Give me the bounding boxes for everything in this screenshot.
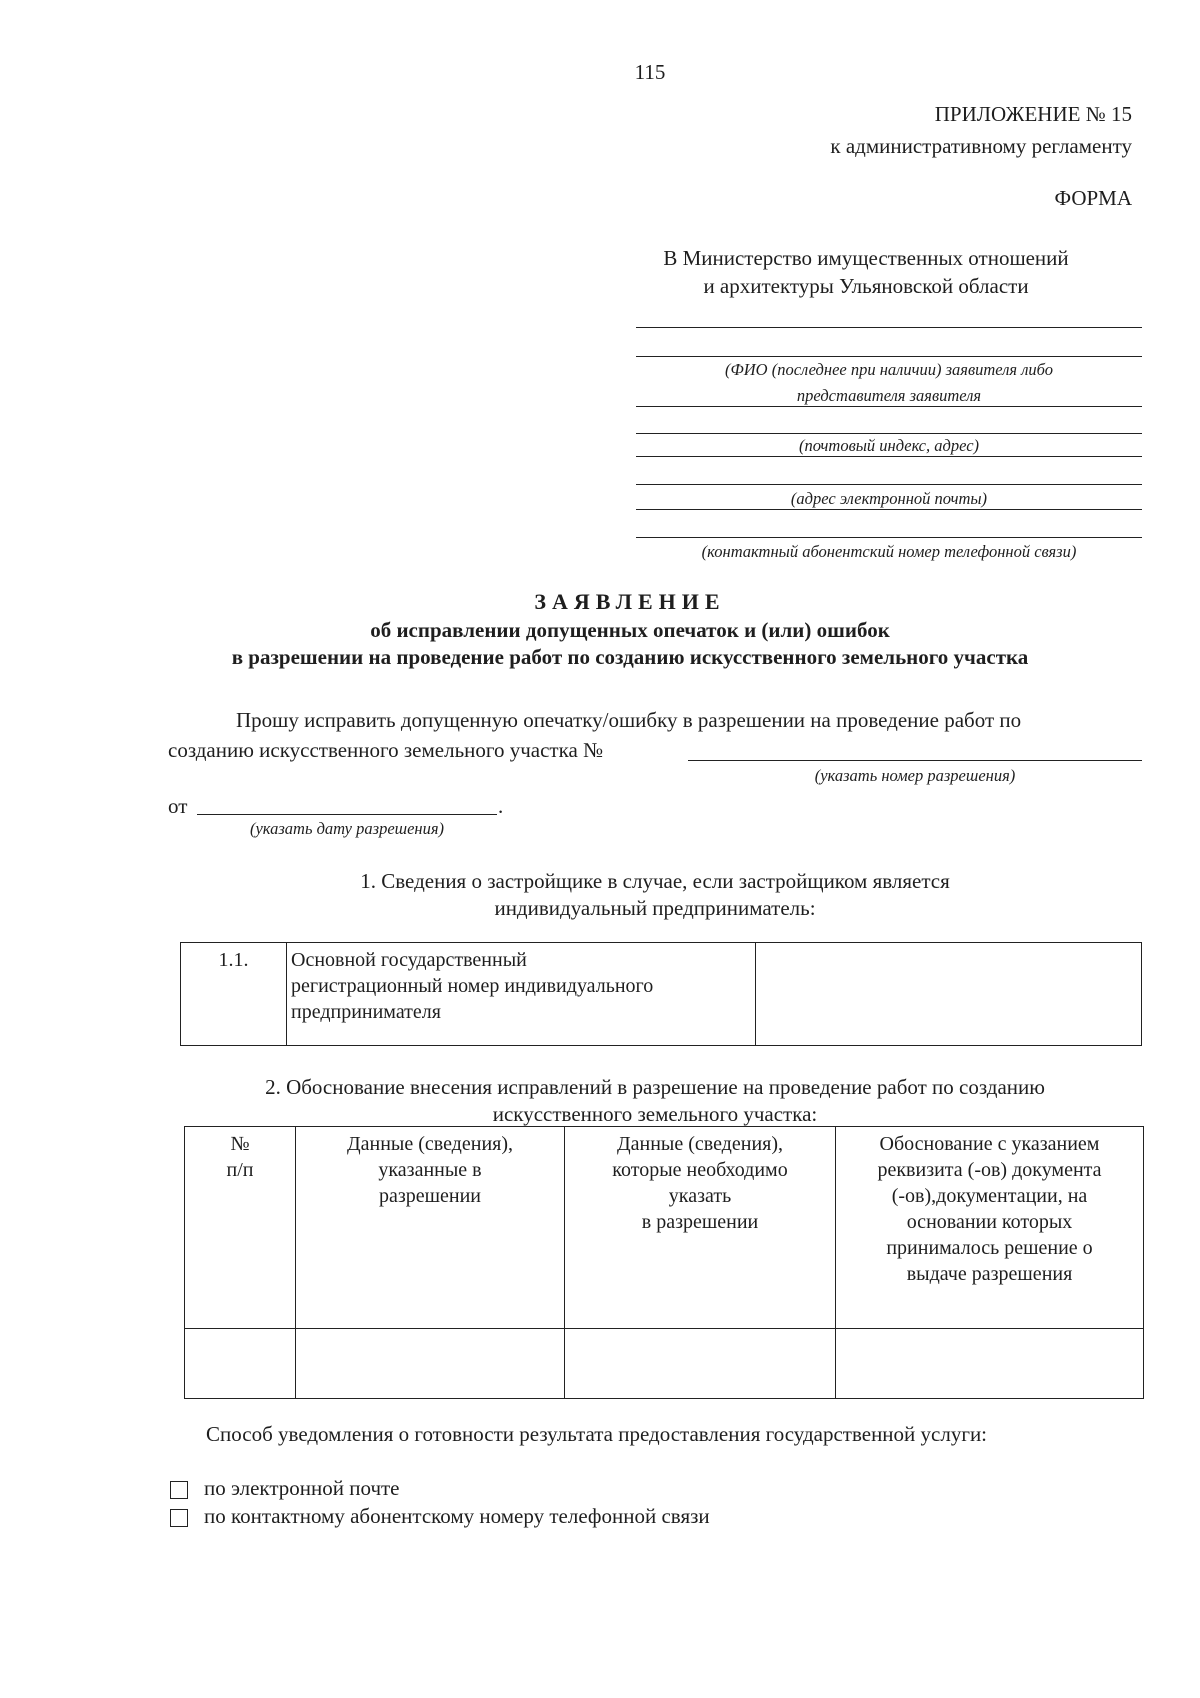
col4-line-6: выдаче разрешения bbox=[906, 1263, 1073, 1285]
col2-line-1: Данные (сведения), bbox=[346, 1133, 514, 1155]
row-label bbox=[287, 943, 756, 1046]
section1-heading-line-2: индивидуальный предприниматель: bbox=[494, 896, 816, 921]
col1-line-2: п/п bbox=[226, 1159, 254, 1181]
section2-heading-line-2: искусственного земельного участка: bbox=[492, 1102, 818, 1127]
permit-date-caption: (указать дату разрешения) bbox=[249, 819, 445, 838]
annex-title: ПРИЛОЖЕНИЕ № 15 bbox=[934, 102, 1132, 126]
document-title: ЗАЯВЛЕНИЕ bbox=[534, 589, 726, 614]
col4-line-5: принималось решение о bbox=[886, 1237, 1093, 1259]
fio-caption-2: представителя заявителя bbox=[796, 386, 982, 405]
email-line-2[interactable] bbox=[636, 509, 1142, 510]
row-label-line-2: регистрационный номер индивидуального bbox=[291, 975, 654, 997]
postal-caption: (почтовый индекс, адрес) bbox=[798, 436, 980, 455]
permit-number-caption: (указать номер разрешения) bbox=[814, 766, 1016, 785]
addressee-line-2: и архитектуры Ульяновской области bbox=[703, 274, 1029, 299]
table-row bbox=[185, 1329, 1144, 1399]
addressee-line-1: В Министерство имущественных отношений bbox=[663, 246, 1069, 270]
page-number: 115 bbox=[634, 60, 666, 84]
col-header-correct-data bbox=[565, 1127, 836, 1329]
email-caption: (адрес электронной почты) bbox=[790, 489, 988, 508]
col3-line-4: в разрешении bbox=[641, 1211, 759, 1233]
col1-line-1: № bbox=[230, 1133, 250, 1155]
col3-line-3: указать bbox=[668, 1185, 732, 1207]
addressee-block bbox=[600, 244, 1132, 301]
applicant-line-2[interactable] bbox=[636, 356, 1142, 357]
developer-table bbox=[180, 942, 1142, 1046]
notification-heading: Способ уведомления о готовности результата предоставления государственной услуги: bbox=[206, 1422, 988, 1446]
section2-heading-line-1: 2. Обоснование внесения исправлений в разрешение на проведение работ по созданию bbox=[265, 1075, 1045, 1099]
phone-option-checkbox[interactable] bbox=[170, 1509, 188, 1527]
col3-line-2: которые необходимо bbox=[612, 1159, 788, 1181]
table-header-row bbox=[185, 1127, 1144, 1329]
col4-line-2: реквизита (-ов) документа bbox=[877, 1159, 1102, 1181]
empty-cell-correct-data[interactable] bbox=[565, 1329, 836, 1399]
permit-number-field[interactable] bbox=[688, 760, 1142, 761]
section1-heading bbox=[168, 868, 1142, 923]
email-line-1[interactable] bbox=[636, 484, 1142, 485]
postal-line-1[interactable] bbox=[636, 433, 1142, 434]
request-line-1: Прошу исправить допущенную опечатку/ошибку в разрешении на проведение работ по bbox=[236, 708, 1022, 732]
email-option-label: по электронной почте bbox=[204, 1476, 400, 1500]
col2-line-3: разрешении bbox=[378, 1185, 482, 1207]
postal-line-2[interactable] bbox=[636, 456, 1142, 457]
document-title-block bbox=[120, 588, 1140, 671]
date-period: . bbox=[498, 794, 504, 818]
col3-line-1: Данные (сведения), bbox=[616, 1133, 784, 1155]
row-label-line-3: предпринимателя bbox=[291, 1001, 441, 1023]
phone-caption: (контактный абонентский номер телефонной связи) bbox=[701, 542, 1077, 561]
col4-line-4: основании которых bbox=[906, 1211, 1073, 1233]
table-row bbox=[181, 943, 1142, 1046]
form-label: ФОРМА bbox=[1054, 186, 1132, 210]
email-option-checkbox[interactable] bbox=[170, 1481, 188, 1499]
col-header-current-data bbox=[296, 1127, 565, 1329]
request-line-2: созданию искусственного земельного участка № bbox=[168, 738, 604, 762]
empty-cell-justification[interactable] bbox=[836, 1329, 1144, 1399]
applicant-line-3[interactable] bbox=[636, 406, 1142, 407]
annex-subtitle: к административному регламенту bbox=[830, 134, 1132, 158]
col2-line-2: указанные в bbox=[378, 1159, 482, 1181]
col-header-justification bbox=[836, 1127, 1144, 1329]
fio-caption-1: (ФИО (последнее при наличии) заявителя либо bbox=[725, 360, 1053, 379]
document-subtitle-2: в разрешении на проведение работ по созданию искусственного земельного участка bbox=[231, 644, 1029, 669]
phone-line[interactable] bbox=[636, 537, 1142, 538]
row-label-line-1: Основной государственный bbox=[291, 949, 527, 971]
from-label: от bbox=[168, 794, 188, 818]
document-subtitle-1: об исправлении допущенных опечаток и (или) ошибок bbox=[370, 617, 890, 642]
applicant-line-1[interactable] bbox=[636, 327, 1142, 328]
corrections-table bbox=[184, 1126, 1144, 1399]
empty-cell-current-data[interactable] bbox=[296, 1329, 565, 1399]
col-header-number bbox=[185, 1127, 296, 1329]
permit-date-field[interactable] bbox=[197, 814, 497, 815]
empty-cell-number[interactable] bbox=[185, 1329, 296, 1399]
section1-heading-line-1: 1. Сведения о застройщике в случае, если застройщиком является bbox=[360, 869, 950, 893]
section2-heading bbox=[168, 1074, 1142, 1129]
ogrnip-value-cell[interactable] bbox=[756, 943, 1142, 1046]
col4-line-1: Обоснование с указанием bbox=[879, 1133, 1100, 1155]
row-number: 1.1. bbox=[181, 943, 287, 1046]
phone-option-label: по контактному абонентскому номеру телефонной связи bbox=[204, 1504, 710, 1528]
col4-line-3: (-ов),документации, на bbox=[891, 1185, 1088, 1207]
